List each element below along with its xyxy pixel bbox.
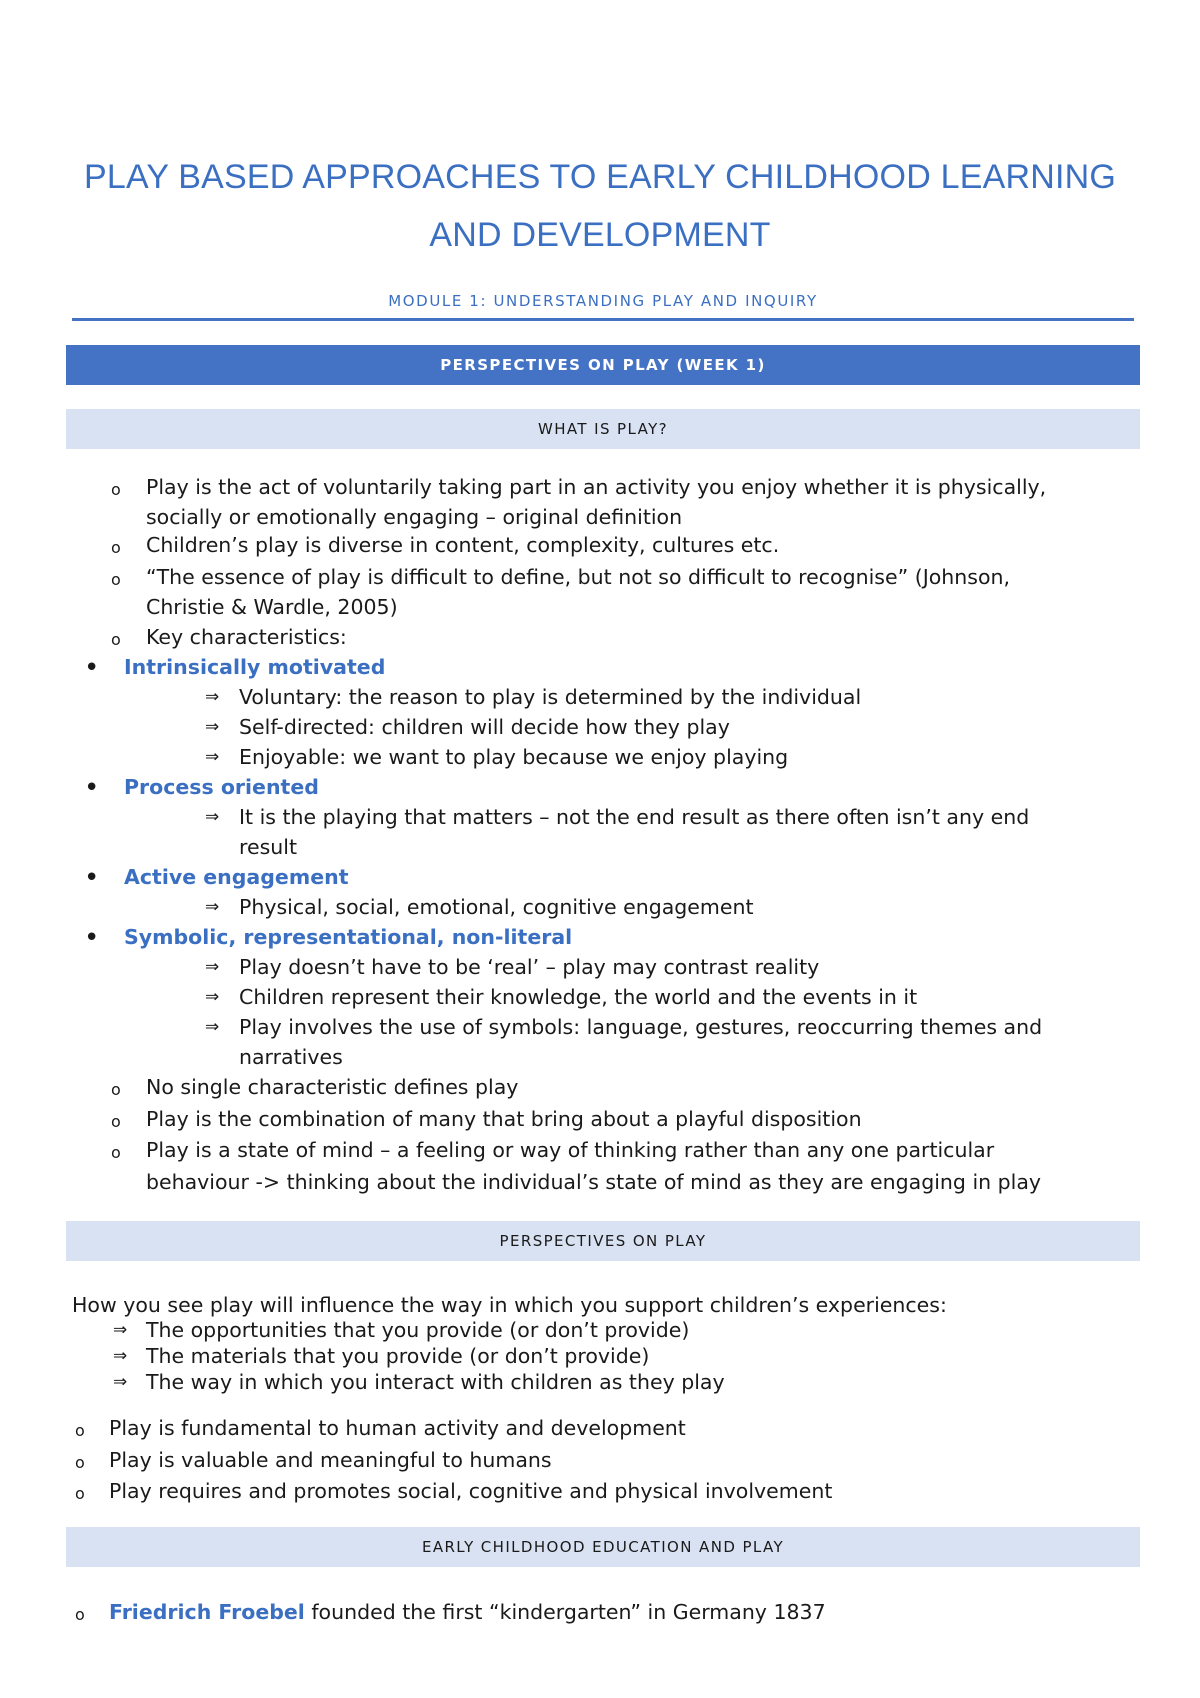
arrow-marker: ⇒	[205, 717, 220, 737]
bullet-marker: o	[75, 1453, 85, 1472]
subsection-heading-what-is-play: WHAT IS PLAY?	[66, 409, 1140, 449]
arrow-marker: ⇒	[113, 1346, 128, 1366]
list-item: Voluntary: the reason to play is determined by the individual	[239, 685, 862, 709]
bullet-marker: o	[111, 570, 121, 589]
list-item-text: founded the first “kindergarten” in Germany 1837	[304, 1600, 826, 1624]
list-item: It is the playing that matters – not the end result as there often isn’t any end	[239, 805, 1030, 829]
list-item: The way in which you interact with children as they play	[146, 1370, 725, 1394]
bullet-marker: •	[84, 773, 100, 803]
bullet-marker: o	[111, 630, 121, 649]
subsection-heading-early-childhood: EARLY CHILDHOOD EDUCATION AND PLAY	[66, 1527, 1140, 1567]
list-item: Play is the combination of many that bring about a playful disposition	[146, 1107, 862, 1131]
list-item: Children represent their knowledge, the world and the events in it	[239, 985, 918, 1009]
bullet-marker: o	[75, 1421, 85, 1440]
list-item: Play is a state of mind – a feeling or way of thinking rather than any one particular	[146, 1138, 995, 1162]
arrow-marker: ⇒	[113, 1320, 128, 1340]
list-item-continued: behaviour -> thinking about the individual’s state of mind as they are engaging in play	[146, 1170, 1042, 1194]
characteristic-heading: Intrinsically motivated	[124, 655, 386, 679]
bullet-marker: o	[111, 1080, 121, 1099]
bullet-marker: o	[111, 1112, 121, 1131]
characteristic-heading: Process oriented	[124, 775, 319, 799]
list-item: Play is the act of voluntarily taking part in an activity you enjoy whether it is physically,	[146, 475, 1047, 499]
list-item-continued: narratives	[239, 1045, 343, 1069]
list-item-continued: result	[239, 835, 297, 859]
list-item: The opportunities that you provide (or don’t provide)	[146, 1318, 690, 1342]
list-item: Key characteristics:	[146, 625, 347, 649]
person-name: Friedrich Froebel	[109, 1600, 305, 1624]
list-item: Enjoyable: we want to play because we enjoy playing	[239, 745, 789, 769]
characteristic-heading: Active engagement	[124, 865, 349, 889]
module-divider	[72, 318, 1134, 321]
bullet-marker: o	[111, 538, 121, 557]
list-item-continued: socially or emotionally engaging – original definition	[146, 505, 683, 529]
list-item-continued: Christie & Wardle, 2005)	[146, 595, 398, 619]
list-item: The materials that you provide (or don’t provide)	[146, 1344, 650, 1368]
list-item: Children’s play is diverse in content, complexity, cultures etc.	[146, 533, 780, 557]
list-item: Play is valuable and meaningful to humans	[109, 1448, 552, 1472]
bullet-marker: o	[111, 480, 121, 499]
document-title-line-1: PLAY BASED APPROACHES TO EARLY CHILDHOOD LEARNING	[83, 158, 1117, 196]
bullet-marker: o	[75, 1605, 85, 1624]
bullet-marker: •	[84, 923, 100, 953]
section-heading-week1: PERSPECTIVES ON PLAY (WEEK 1)	[66, 345, 1140, 385]
bullet-marker: o	[75, 1484, 85, 1503]
arrow-marker: ⇒	[205, 897, 220, 917]
paragraph-intro: How you see play will influence the way in which you support children’s experiences:	[72, 1293, 947, 1317]
arrow-marker: ⇒	[113, 1372, 128, 1392]
list-item: Play requires and promotes social, cognitive and physical involvement	[109, 1479, 833, 1503]
bullet-marker: o	[111, 1143, 121, 1162]
list-item: Self-directed: children will decide how they play	[239, 715, 730, 739]
characteristic-heading: Symbolic, representational, non-literal	[124, 925, 573, 949]
list-item: “The essence of play is difficult to define, but not so difficult to recognise” (Johnson,	[146, 565, 1011, 589]
list-item: Physical, social, emotional, cognitive engagement	[239, 895, 754, 919]
list-item: No single characteristic defines play	[146, 1075, 519, 1099]
arrow-marker: ⇒	[205, 687, 220, 707]
arrow-marker: ⇒	[205, 747, 220, 767]
subsection-heading-perspectives: PERSPECTIVES ON PLAY	[66, 1221, 1140, 1261]
list-item: Play doesn’t have to be ‘real’ – play may contrast reality	[239, 955, 820, 979]
arrow-marker: ⇒	[205, 1017, 220, 1037]
document-title-line-2: AND DEVELOPMENT	[429, 216, 771, 254]
module-heading: MODULE 1: UNDERSTANDING PLAY AND INQUIRY	[388, 292, 818, 310]
list-item	[109, 1597, 826, 1627]
document-title	[60, 148, 1140, 264]
arrow-marker: ⇒	[205, 987, 220, 1007]
bullet-marker: •	[84, 653, 100, 683]
list-item: Play is fundamental to human activity and development	[109, 1416, 686, 1440]
arrow-marker: ⇒	[205, 957, 220, 977]
arrow-marker: ⇒	[205, 807, 220, 827]
bullet-marker: •	[84, 863, 100, 893]
list-item: Play involves the use of symbols: language, gestures, reoccurring themes and	[239, 1015, 1043, 1039]
